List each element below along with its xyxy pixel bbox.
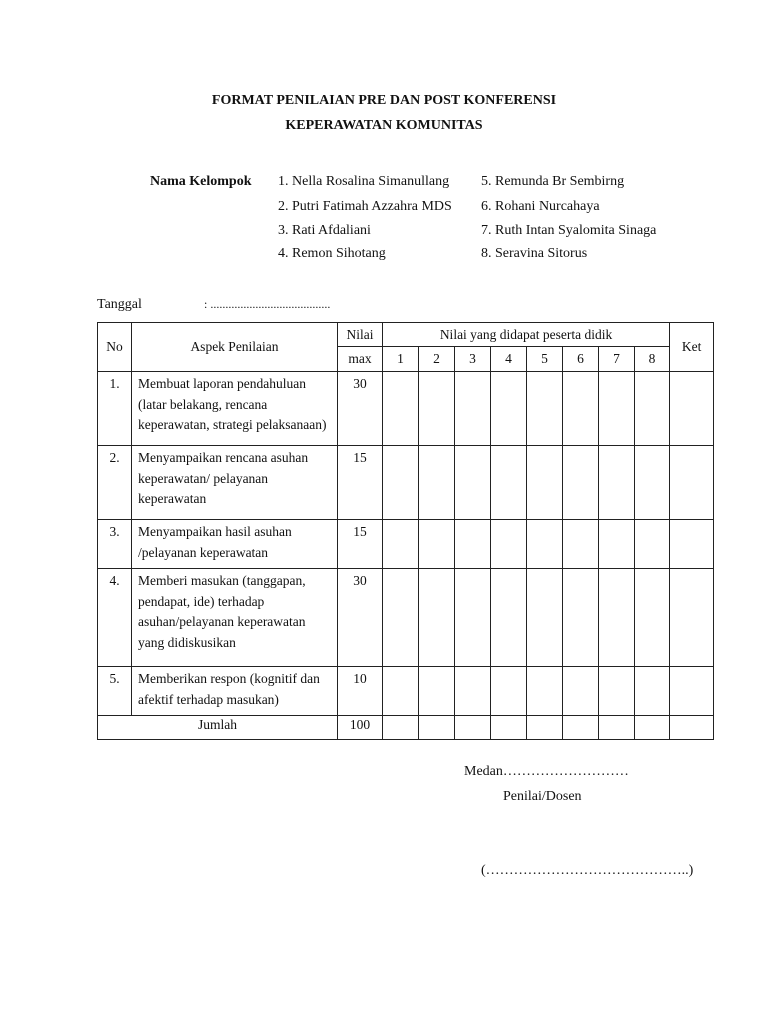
aspect-line: yang didiskusikan bbox=[138, 634, 236, 650]
score-cell[interactable] bbox=[635, 520, 670, 569]
student-col-8: 8 bbox=[635, 347, 670, 372]
member-3: 3. Rati Afdaliani bbox=[278, 223, 371, 238]
score-cell[interactable] bbox=[599, 667, 635, 716]
row-max: 30 bbox=[338, 569, 383, 667]
score-cell[interactable] bbox=[491, 446, 527, 520]
aspect-line: Menyampaikan hasil asuhan bbox=[138, 524, 292, 539]
signature-role: Penilai/Dosen bbox=[503, 789, 582, 804]
score-cell[interactable] bbox=[635, 716, 670, 740]
row-max: 30 bbox=[338, 372, 383, 446]
score-cell[interactable] bbox=[383, 667, 419, 716]
table-row bbox=[98, 569, 714, 667]
score-cell[interactable] bbox=[455, 569, 491, 667]
aspect-line: keperawatan, strategi pelaksanaan) bbox=[138, 417, 327, 432]
score-cell[interactable] bbox=[491, 569, 527, 667]
student-col-5: 5 bbox=[527, 347, 563, 372]
aspect-line: pendapat, ide) terhadap bbox=[138, 593, 265, 609]
aspect-line: keperawatan/ pelayanan bbox=[138, 470, 269, 486]
score-cell[interactable] bbox=[563, 372, 599, 446]
score-cell[interactable] bbox=[491, 716, 527, 740]
row-aspect bbox=[132, 372, 338, 446]
student-col-7: 7 bbox=[599, 347, 635, 372]
score-cell[interactable] bbox=[419, 446, 455, 520]
member-5: 5. Remunda Br Sembirng bbox=[481, 174, 625, 189]
score-cell[interactable] bbox=[491, 520, 527, 569]
signature-place: Medan……………………… bbox=[464, 764, 629, 779]
assessment-table bbox=[97, 322, 714, 740]
group-label: Nama Kelompok bbox=[150, 174, 252, 189]
date-label: Tanggal bbox=[97, 297, 142, 312]
aspect-line: keperawatan bbox=[138, 491, 207, 506]
row-aspect bbox=[132, 667, 338, 716]
ket-cell[interactable] bbox=[670, 667, 714, 716]
score-cell[interactable] bbox=[455, 716, 491, 740]
member-2: 2. Putri Fatimah Azzahra MDS bbox=[278, 199, 452, 214]
score-cell[interactable] bbox=[635, 667, 670, 716]
score-cell[interactable] bbox=[599, 520, 635, 569]
score-cell[interactable] bbox=[491, 372, 527, 446]
member-6: 6. Rohani Nurcahaya bbox=[481, 199, 600, 214]
row-number: 5. bbox=[98, 667, 132, 716]
row-max: 15 bbox=[338, 520, 383, 569]
student-col-2: 2 bbox=[419, 347, 455, 372]
score-cell[interactable] bbox=[419, 520, 455, 569]
score-cell[interactable] bbox=[563, 716, 599, 740]
header-max-line2: max bbox=[338, 347, 383, 372]
member-4: 4. Remon Sihotang bbox=[278, 246, 386, 261]
table-row bbox=[98, 372, 714, 446]
table-row bbox=[98, 520, 714, 569]
student-col-4: 4 bbox=[491, 347, 527, 372]
student-col-6: 6 bbox=[563, 347, 599, 372]
score-cell[interactable] bbox=[383, 520, 419, 569]
header-scores: Nilai yang didapat peserta didik bbox=[383, 323, 670, 347]
total-label: Jumlah bbox=[98, 716, 338, 740]
score-cell[interactable] bbox=[563, 446, 599, 520]
score-cell[interactable] bbox=[599, 372, 635, 446]
score-cell[interactable] bbox=[527, 716, 563, 740]
row-max: 15 bbox=[338, 446, 383, 520]
score-cell[interactable] bbox=[599, 446, 635, 520]
score-cell[interactable] bbox=[455, 372, 491, 446]
score-cell[interactable] bbox=[419, 569, 455, 667]
student-col-3: 3 bbox=[455, 347, 491, 372]
ket-cell[interactable] bbox=[670, 446, 714, 520]
aspect-line: Memberikan respon (kognitif dan bbox=[138, 671, 320, 686]
header-ket: Ket bbox=[670, 323, 714, 372]
member-8: 8. Seravina Sitorus bbox=[481, 246, 588, 261]
header-no: No bbox=[98, 323, 132, 372]
score-cell[interactable] bbox=[599, 716, 635, 740]
row-number: 2. bbox=[98, 446, 132, 520]
row-aspect bbox=[132, 520, 338, 569]
signature-line: (……………………………………..) bbox=[481, 863, 694, 878]
aspect-line: Menyampaikan rencana asuhan bbox=[138, 450, 309, 465]
score-cell[interactable] bbox=[455, 667, 491, 716]
score-cell[interactable] bbox=[527, 667, 563, 716]
score-cell[interactable] bbox=[383, 372, 419, 446]
score-cell[interactable] bbox=[491, 667, 527, 716]
student-col-1: 1 bbox=[383, 347, 419, 372]
row-number: 3. bbox=[98, 520, 132, 569]
score-cell[interactable] bbox=[563, 667, 599, 716]
date-value: : ........................................ bbox=[204, 297, 331, 311]
score-cell[interactable] bbox=[563, 520, 599, 569]
score-cell[interactable] bbox=[383, 716, 419, 740]
score-cell[interactable] bbox=[455, 446, 491, 520]
score-cell[interactable] bbox=[455, 520, 491, 569]
ket-cell[interactable] bbox=[670, 569, 714, 667]
total-row bbox=[98, 716, 714, 740]
score-cell[interactable] bbox=[527, 372, 563, 446]
document-subtitle: KEPERAWATAN KOMUNITAS bbox=[285, 118, 483, 133]
ket-cell[interactable] bbox=[670, 372, 714, 446]
score-cell[interactable] bbox=[527, 569, 563, 667]
row-aspect bbox=[132, 446, 338, 520]
member-7: 7. Ruth Intan Syalomita Sinaga bbox=[481, 223, 657, 238]
aspect-line: (latar belakang, rencana bbox=[138, 396, 268, 412]
score-cell[interactable] bbox=[419, 716, 455, 740]
score-cell[interactable] bbox=[383, 446, 419, 520]
table-row bbox=[98, 667, 714, 716]
aspect-line: Membuat laporan pendahuluan bbox=[138, 376, 306, 391]
header-aspect: Aspek Penilaian bbox=[132, 323, 338, 372]
aspect-line: afektif terhadap masukan) bbox=[138, 691, 279, 707]
score-cell[interactable] bbox=[635, 372, 670, 446]
score-cell[interactable] bbox=[527, 520, 563, 569]
aspect-line: Memberi masukan (tanggapan, bbox=[138, 573, 306, 588]
aspect-line: /pelayanan keperawatan bbox=[138, 544, 269, 560]
aspect-line: asuhan/pelayanan keperawatan bbox=[138, 614, 306, 629]
score-cell[interactable] bbox=[419, 372, 455, 446]
ket-cell[interactable] bbox=[670, 520, 714, 569]
table-row bbox=[98, 446, 714, 520]
score-cell[interactable] bbox=[419, 667, 455, 716]
row-max: 10 bbox=[338, 667, 383, 716]
score-cell[interactable] bbox=[635, 569, 670, 667]
member-1: 1. Nella Rosalina Simanullang bbox=[278, 174, 450, 189]
row-number: 4. bbox=[98, 569, 132, 667]
score-cell[interactable] bbox=[563, 569, 599, 667]
ket-cell[interactable] bbox=[670, 716, 714, 740]
row-aspect bbox=[132, 569, 338, 667]
row-number: 1. bbox=[98, 372, 132, 446]
score-cell[interactable] bbox=[383, 569, 419, 667]
score-cell[interactable] bbox=[599, 569, 635, 667]
header-max-line1: Nilai bbox=[338, 323, 383, 347]
score-cell[interactable] bbox=[527, 446, 563, 520]
total-max: 100 bbox=[338, 716, 383, 740]
document-title: FORMAT PENILAIAN PRE DAN POST KONFERENSI bbox=[211, 93, 557, 108]
score-cell[interactable] bbox=[635, 446, 670, 520]
